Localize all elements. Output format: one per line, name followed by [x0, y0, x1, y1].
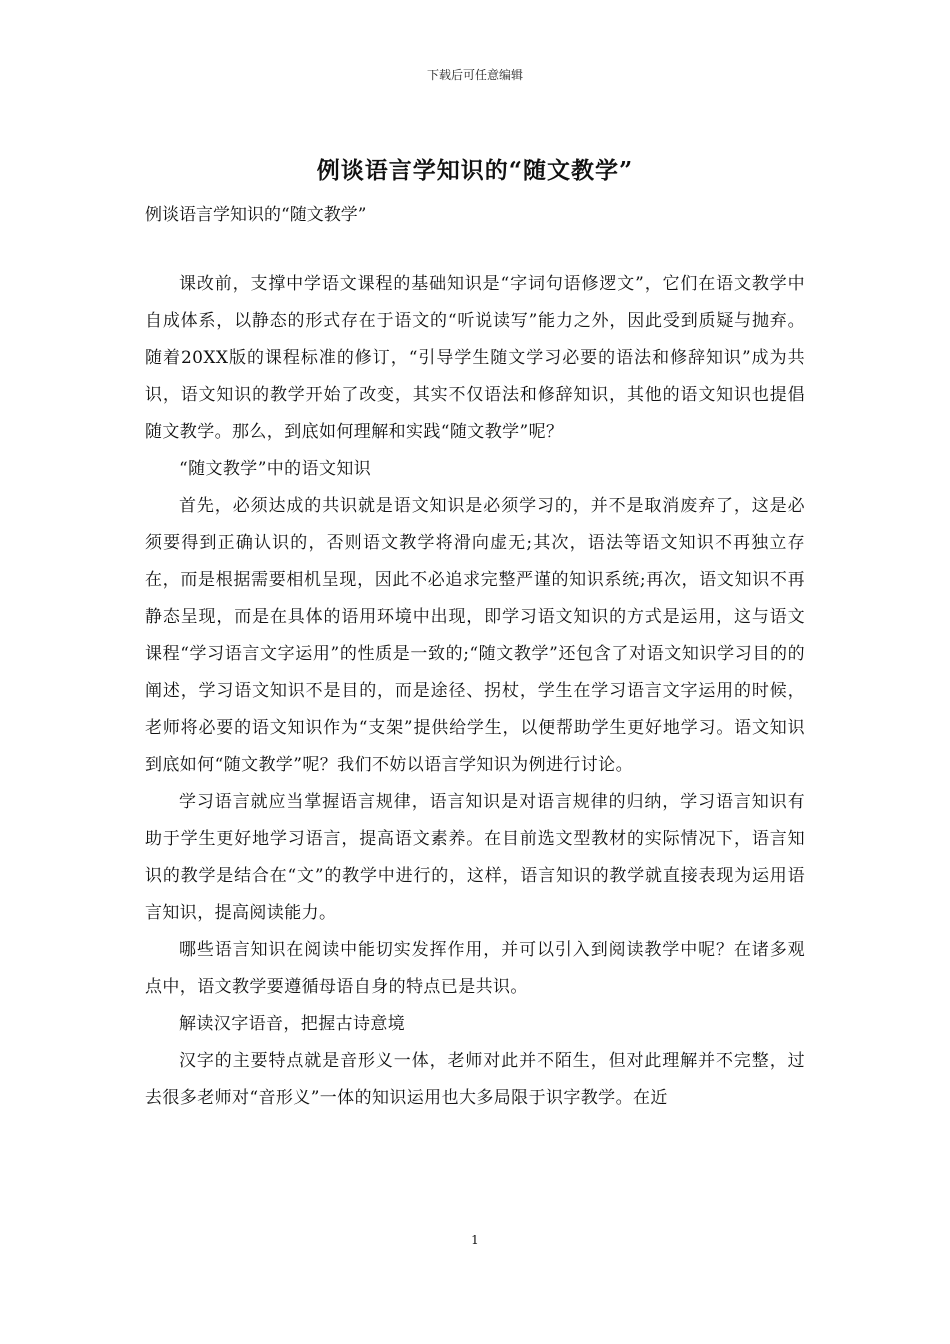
document-body: [145, 266, 805, 1117]
paragraph: 汉字的主要特点就是音形义一体，老师对此并不陌生，但对此理解并不完整，过去很多老师对“音形义”一体的知识运用也大多局限于识字教学。在近: [145, 1051, 805, 1108]
section-heading: 解读汉字语音，把握古诗意境: [179, 1014, 406, 1034]
paragraph: 首先，必须达成的共识就是语文知识是必须学习的，并不是取消废弃了，这是必须要得到正确认识的，否则语文教学将滑向虚无;其次，语法等语文知识不再独立存在，而是根据需要相机呈现，因此不必追求完整严谨的知识系统;再次，语文知识不再静态呈现，而是在具体的语用环境中出现，即学习语文知识的方式是运用，这与语文课程“学习语言文字运用”的性质是一致的;“随文教学”还包含了对语文知识学习目的的阐述，学习语文知识不是目的，而是途径、拐杖，学生在学习语言文字运用的时候，老师将必要的语文知识作为“支架”提供给学生，以便帮助学生更好地学习。语文知识到底如何“随文教学”呢？我们不妨以语言学知识为例进行讨论。: [145, 496, 805, 775]
page-header-note: 下载后可任意编辑: [426, 68, 523, 82]
document-title: 例谈语言学知识的“随文教学”: [316, 157, 634, 184]
section-heading: “随文教学”中的语文知识: [179, 459, 372, 479]
paragraph: 课改前，支撑中学语文课程的基础知识是“字词句语修逻文”，它们在语文教学中自成体系，以静态的形式存在于语文的“听说读写”能力之外，因此受到质疑与抛弃。随着20XX版的课程标准的修订，“引导学生随文学习必要的语法和修辞知识”成为共识，语文知识的教学开始了改变，其实不仅语法和修辞知识，其他的语文知识也提倡随文教学。那么，到底如何理解和实践“随文教学”呢？: [145, 274, 805, 442]
document-subtitle: 例谈语言学知识的“随文教学”: [145, 205, 367, 225]
page-number: 1: [471, 1233, 479, 1247]
paragraph: 哪些语言知识在阅读中能切实发挥作用，并可以引入到阅读教学中呢？在诸多观点中，语文教学要遵循母语自身的特点已是共识。: [145, 940, 805, 997]
paragraph: 学习语言就应当掌握语言规律，语言知识是对语言规律的归纳，学习语言知识有助于学生更好地学习语言，提高语文素养。在目前选文型教材的实际情况下，语言知识的教学是结合在“文”的教学中进行的，这样，语言知识的教学就直接表现为运用语言知识，提高阅读能力。: [145, 792, 805, 923]
